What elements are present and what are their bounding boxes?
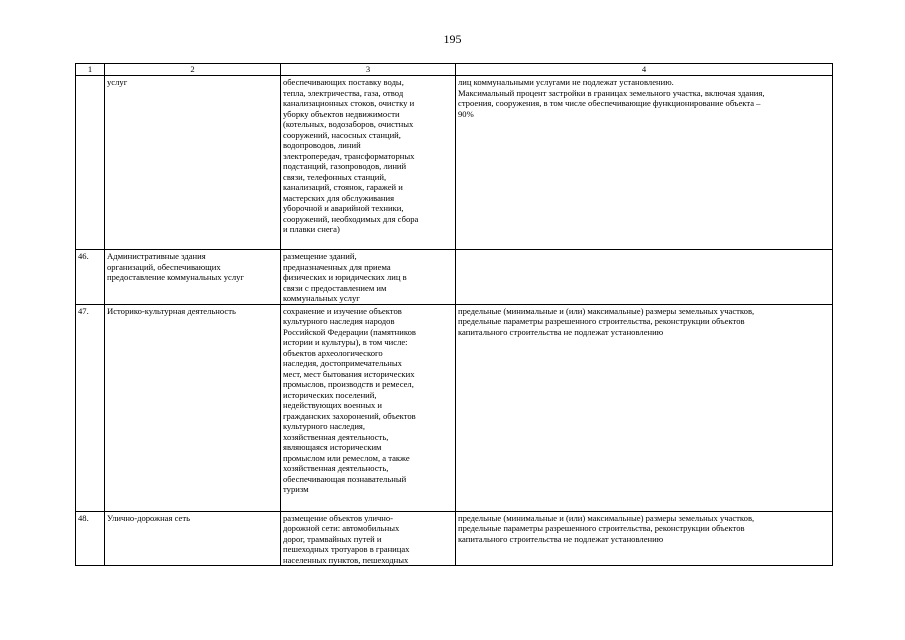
table-row bbox=[76, 511, 833, 566]
row-number bbox=[76, 76, 105, 250]
row-number: 46. bbox=[76, 250, 105, 305]
construction-parameters: лиц коммунальными услугами не подлежат установлению. Максимальный процент застройки в границах земельного участка, включая здания, строения, сооружения, в том числе обеспечивающие функционирование объекта – 90% bbox=[456, 76, 833, 250]
use-type-name: Улично-дорожная сеть bbox=[105, 511, 281, 566]
use-type-description: размещение объектов улично- дорожной сети: автомобильных дорог, трамвайных путей и пешеходных тротуаров в границах населенных пунктов, пешеходных bbox=[281, 511, 456, 566]
page-number: 195 bbox=[443, 32, 462, 46]
use-type-name: Историко-культурная деятельность bbox=[105, 304, 281, 511]
table-header-row bbox=[76, 64, 833, 76]
table-row bbox=[76, 250, 833, 305]
use-type-description: обеспечивающих поставку воды, тепла, электричества, газа, отвод канализационных стоков, очистку и уборку объектов недвижимости (котельных, водозаборов, очистных сооружений, насосных станций, водопроводов, линий электропередач, трансформаторных подстанций, газопроводов, линий связи, телефонных станций, канализаций, стоянок, гаражей и мастерских для обслуживания уборочной и аварийной техники, сооружений, необходимых для сбора и плавки снега) bbox=[281, 76, 456, 250]
column-header: 2 bbox=[105, 64, 281, 76]
construction-parameters: предельные (минимальные и (или) максимальные) размеры земельных участков, предельные параметры разрешенного строительства, реконструкции объектов капитального строительства не подлежат установлению bbox=[456, 511, 833, 566]
row-number: 47. bbox=[76, 304, 105, 511]
use-type-name: услуг bbox=[105, 76, 281, 250]
row-number: 48. bbox=[76, 511, 105, 566]
use-type-description: размещение зданий, предназначенных для приема физических и юридических лиц в связи с предоставлением им коммунальных услуг bbox=[281, 250, 456, 305]
construction-parameters: предельные (минимальные и (или) максимальные) размеры земельных участков, предельные параметры разрешенного строительства, реконструкции объектов капитального строительства не подлежат установлению bbox=[456, 304, 833, 511]
table-row bbox=[76, 76, 833, 250]
column-header: 4 bbox=[456, 64, 833, 76]
use-type-description: сохранение и изучение объектов культурного наследия народов Российской Федерации (памятников истории и культуры), в том числе: объектов археологического наследия, достопримечательных мест, мест бытования исторических промыслов, производств и ремесел, исторических поселений, недействующих военных и гражданских захоронений, объектов культурного наследия, хозяйственная деятельность, являющаяся историческим промыслом или ремеслом, а также хозяйственная деятельность, обеспечивающая познавательный туризм bbox=[281, 304, 456, 511]
table-row bbox=[76, 304, 833, 511]
use-type-name: Административные здания организаций, обеспечивающих предоставление коммунальных услуг bbox=[105, 250, 281, 305]
construction-parameters bbox=[456, 250, 833, 305]
column-header: 3 bbox=[281, 64, 456, 76]
land-use-table bbox=[75, 63, 833, 566]
column-header: 1 bbox=[76, 64, 105, 76]
